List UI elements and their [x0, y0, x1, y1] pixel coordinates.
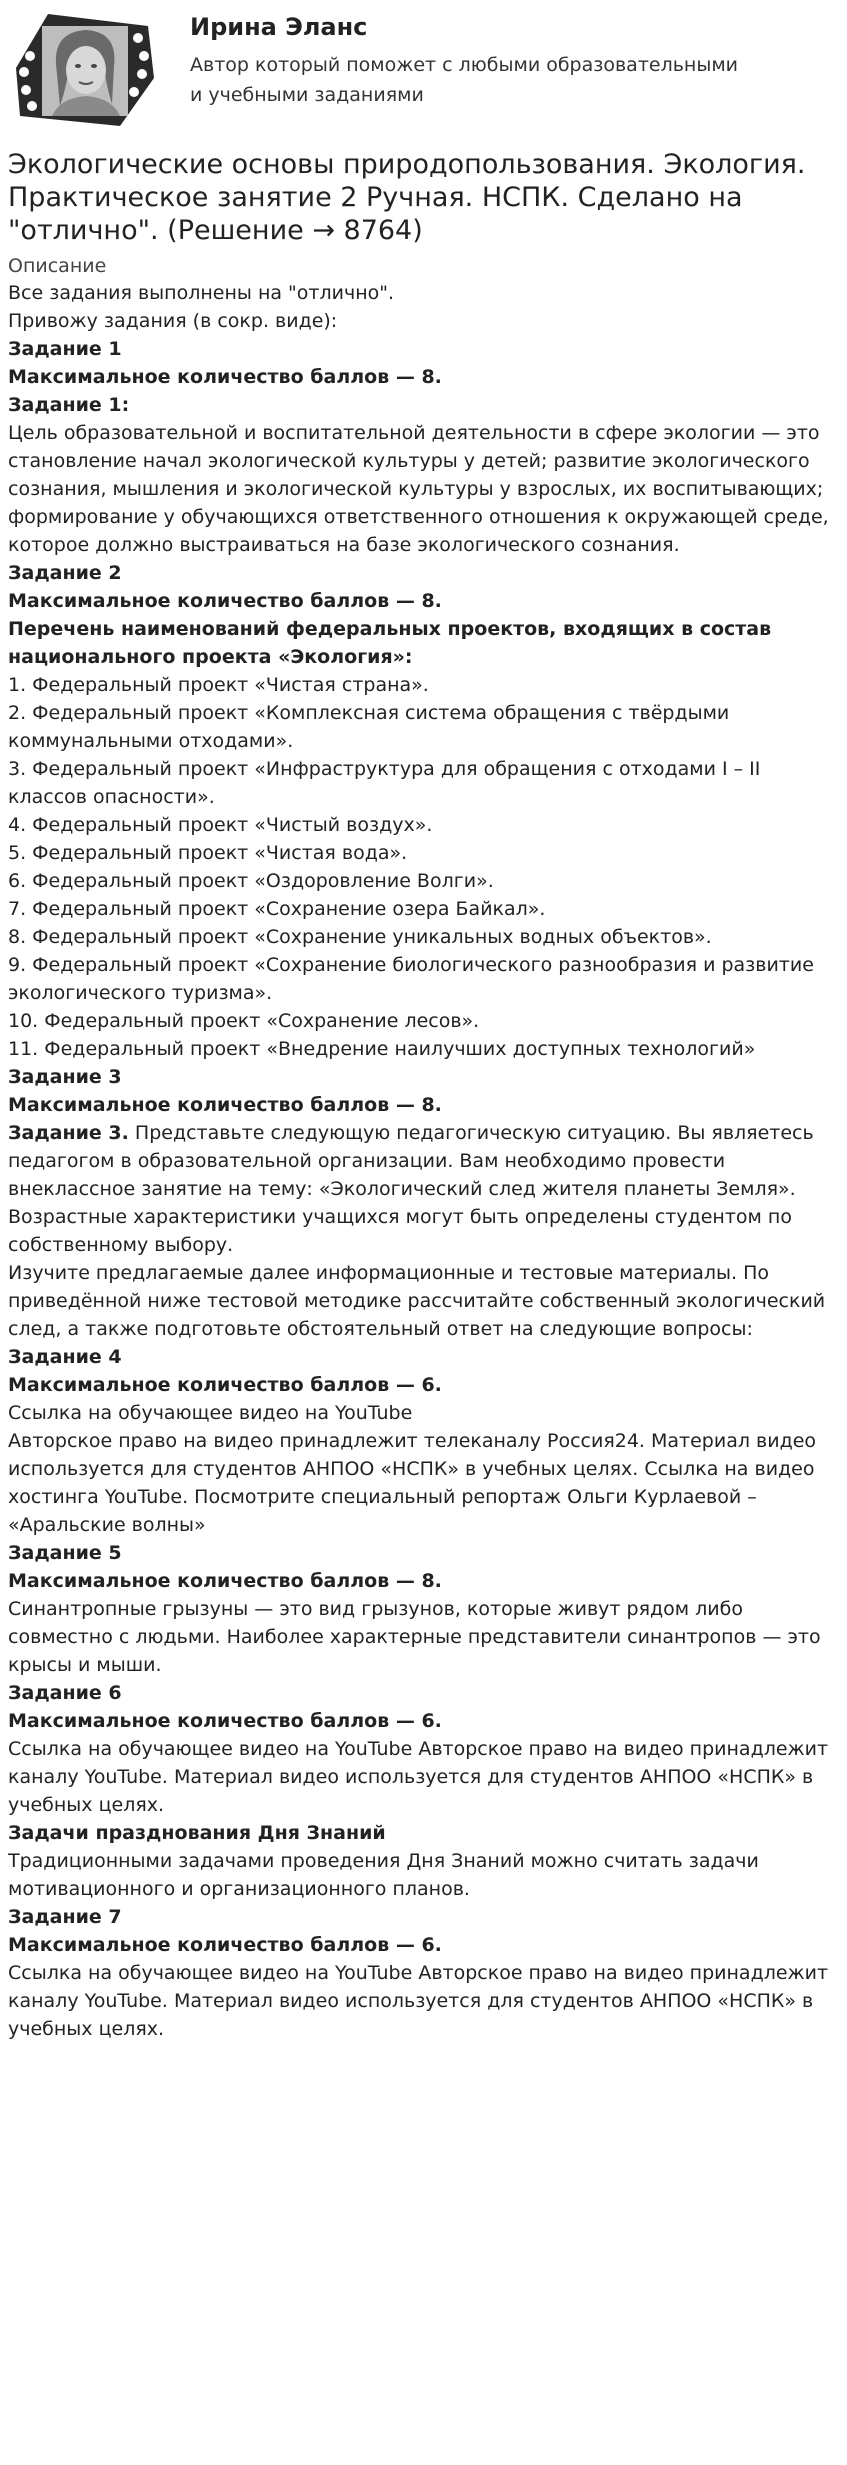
task-max-score: Максимальное количество баллов — 6.: [8, 1374, 442, 1396]
task-max-score: Максимальное количество баллов — 8.: [8, 1094, 442, 1116]
task-subheading: Перечень наименований федеральных проектов, входящих в состав национального проекта «Экология»:: [8, 618, 772, 668]
task-heading: Задание 7: [8, 1906, 122, 1928]
list-item: 3. Федеральный проект «Инфраструктура для обращения с отходами I – II классов опасности».: [8, 758, 761, 808]
task-text: Ссылка на обучающее видео на YouTube Авторское право на видео принадлежит каналу YouTube. Материал видео используется для студентов АНПОО «НСПК» в учебных целях.: [8, 1962, 829, 2040]
task-text: Ссылка на обучающее видео на YouTube: [8, 1402, 413, 1424]
task-subheading: Задание 1:: [8, 394, 130, 416]
task-max-score: Максимальное количество баллов — 8.: [8, 1570, 442, 1592]
task-inline-text: Представьте следующую педагогическую ситуацию. Вы являетесь педагогом в образовательной организации. Вам необходимо провести внеклассное занятие на тему: «Экологический след жителя планеты Земля». Возрастные характеристики учащихся могут быть определены студентом по собственному выбору.: [8, 1122, 814, 1256]
author-info: [158, 8, 750, 110]
author-description: Автор который поможет с любыми образовательными и учебными заданиями: [190, 54, 739, 106]
page-title: Экологические основы природопользования. Экология. Практическое занятие 2 Ручная. НСПК. Сделано на "отлично". (Решение → 8764): [8, 149, 806, 246]
task-text: Ссылка на обучающее видео на YouTube Авторское право на видео принадлежит каналу YouTube. Материал видео используется для студентов АНПОО «НСПК» в учебных целях.: [8, 1738, 829, 1816]
task-subheading: Задачи празднования Дня Знаний: [8, 1822, 386, 1844]
list-item: 10. Федеральный проект «Сохранение лесов».: [8, 1010, 480, 1032]
list-item: 8. Федеральный проект «Сохранение уникальных водных объектов».: [8, 926, 712, 948]
paragraph: Все задания выполнены на "отлично".: [8, 282, 395, 304]
list-item: 1. Федеральный проект «Чистая страна».: [8, 674, 429, 696]
list-item: 7. Федеральный проект «Сохранение озера Байкал».: [8, 898, 546, 920]
author-name[interactable]: Ирина Эланс: [190, 13, 368, 41]
list-item: 4. Федеральный проект «Чистый воздух».: [8, 814, 433, 836]
paragraph: Привожу задания (в сокр. виде):: [8, 310, 338, 332]
avatar-film-frame-icon: [8, 8, 158, 130]
task-heading: Задание 4: [8, 1346, 122, 1368]
task-text: Цель образовательной и воспитательной деятельности в сфере экологии — это становление начал экологической культуры у детей; развитие экологического сознания, мышления и экологической культуры у взрослых, их воспитывающих; формирование у обучающихся ответственного отношения к окружающей среде, которое должно выстраиваться на базе экологического сознания.: [8, 422, 829, 556]
task-heading: Задание 6: [8, 1682, 122, 1704]
list-item: 11. Федеральный проект «Внедрение наилучших доступных технологий»: [8, 1038, 756, 1060]
task-text: Синантропные грызуны — это вид грызунов, которые живут рядом либо совместно с людьми. Наиболее характерные представители синантропов — это крысы и мыши.: [8, 1598, 821, 1676]
author-card: [8, 0, 839, 132]
list-item: 5. Федеральный проект «Чистая вода».: [8, 842, 408, 864]
task-text: [8, 1119, 839, 1259]
task-max-score: Максимальное количество баллов — 8.: [8, 590, 442, 612]
task-heading: Задание 2: [8, 562, 122, 584]
description-label: Описание: [8, 255, 107, 277]
task-text: Авторское право на видео принадлежит телеканалу Россия24. Материал видео используется для студентов АНПОО «НСПК» в учебных целях. Ссылка на видео хостинга YouTube. Посмотрите специальный репортаж Ольги Курлаевой – «Аральские волны»: [8, 1430, 817, 1536]
task-heading: Задание 1: [8, 338, 122, 360]
list-item: 2. Федеральный проект «Комплексная система обращения с твёрдыми коммунальными отходами».: [8, 702, 730, 752]
description-body: [8, 279, 839, 2043]
task-max-score: Максимальное количество баллов — 8.: [8, 366, 442, 388]
task-max-score: Максимальное количество баллов — 6.: [8, 1710, 442, 1732]
task-max-score: Максимальное количество баллов — 6.: [8, 1934, 442, 1956]
task-heading: Задание 5: [8, 1542, 122, 1564]
list-item: 9. Федеральный проект «Сохранение биологического разнообразия и развитие экологического туризма».: [8, 954, 814, 1004]
task-heading: Задание 3: [8, 1066, 122, 1088]
list-item: 6. Федеральный проект «Оздоровление Волги».: [8, 870, 494, 892]
task-text: Традиционными задачами проведения Дня Знаний можно считать задачи мотивационного и организационного планов.: [8, 1850, 759, 1900]
task-text: Изучите предлагаемые далее информационные и тестовые материалы. По приведённой ниже тестовой методике рассчитайте собственный экологический след, а также подготовьте обстоятельный ответ на следующие вопросы:: [8, 1262, 826, 1340]
author-avatar[interactable]: [8, 8, 158, 130]
task-inline-heading: Задание 3.: [8, 1122, 129, 1144]
